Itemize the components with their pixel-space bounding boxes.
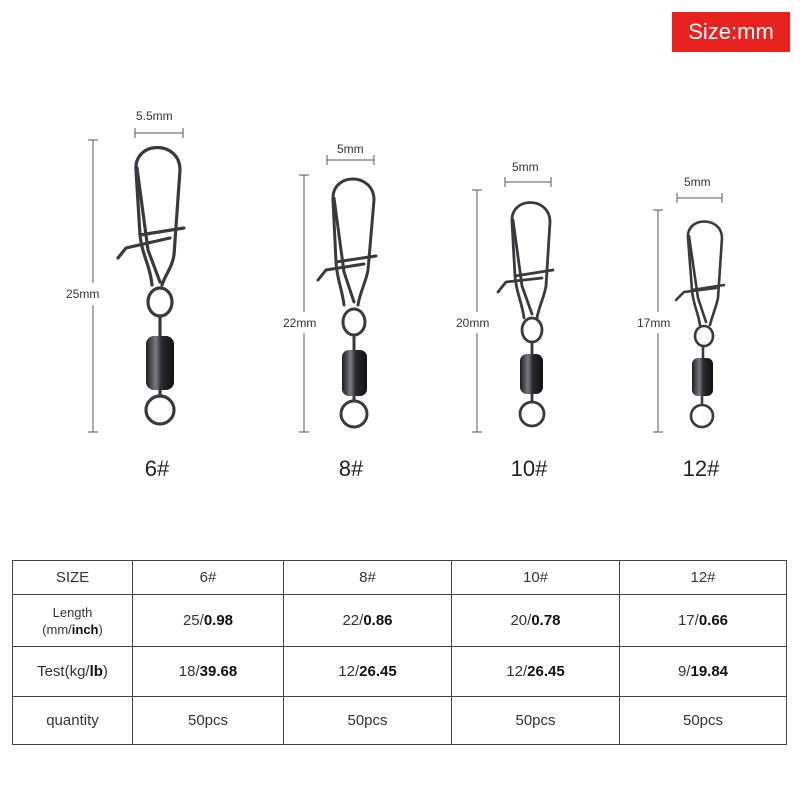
table-row [13, 561, 787, 595]
barrel-12 [692, 358, 713, 396]
quantity-cell: 50pcs [284, 697, 452, 745]
length-unit-mm: (mm/ [42, 621, 72, 637]
test-lb: 26.45 [359, 663, 397, 680]
width-label-12: 5mm [684, 175, 711, 189]
barrel-6 [146, 336, 174, 390]
size-cell: 6# [133, 561, 284, 595]
length-header-line2 [13, 621, 132, 638]
length-mm: 17/ [677, 612, 699, 629]
size-cell: 10# [452, 561, 620, 595]
test-lb: 39.68 [199, 663, 238, 680]
model-label-12: 12# [682, 456, 720, 481]
barrel-10 [520, 354, 543, 394]
length-unit-inch: inch [71, 621, 99, 637]
length-cell [133, 595, 284, 647]
width-label-10: 5mm [512, 160, 539, 174]
test-unit-kg: Test(kg/ [37, 663, 90, 680]
test-unit-lb: lb [89, 663, 103, 680]
test-kg: 12/ [506, 663, 528, 680]
length-mm: 25/ [182, 612, 204, 629]
size-cell: 8# [284, 561, 452, 595]
length-cell [284, 595, 452, 647]
quantity-cell: 50pcs [452, 697, 620, 745]
model-label-6: 6# [144, 456, 170, 481]
test-kg: 9/ [677, 663, 691, 680]
length-label-6: 25mm [66, 287, 100, 301]
length-label-12: 17mm [637, 316, 671, 330]
test-header [13, 647, 133, 697]
length-mm: 22/ [342, 612, 364, 629]
test-lb: 19.84 [690, 663, 729, 680]
length-inch: 0.66 [698, 612, 729, 629]
length-inch: 0.98 [203, 612, 234, 629]
size-header: SIZE [13, 561, 133, 595]
test-kg: 12/ [338, 663, 360, 680]
quantity-cell: 50pcs [620, 697, 787, 745]
test-cell [620, 647, 787, 697]
length-inch: 0.86 [363, 612, 393, 629]
test-cell [133, 647, 284, 697]
length-header-line1: Length [52, 604, 93, 620]
model-label-10: 10# [510, 456, 548, 481]
length-mm: 20/ [510, 612, 532, 629]
length-header [13, 595, 133, 647]
length-unit-close: ) [98, 621, 103, 637]
snap-swivel-12 [676, 222, 724, 428]
test-cell [452, 647, 620, 697]
spec-table [12, 560, 787, 745]
width-label-6: 5.5mm [136, 109, 173, 123]
model-label-8: 8# [338, 456, 364, 481]
size-cell: 12# [620, 561, 787, 595]
test-kg: 18/ [178, 663, 200, 680]
table-row [13, 595, 787, 647]
table-row [13, 647, 787, 697]
length-inch: 0.78 [531, 612, 561, 629]
test-cell [284, 647, 452, 697]
table-row [13, 697, 787, 745]
test-unit-close: ) [102, 663, 108, 680]
length-cell [620, 595, 787, 647]
length-label-8: 22mm [283, 316, 317, 330]
test-lb: 26.45 [527, 663, 565, 680]
length-cell [452, 595, 620, 647]
quantity-cell: 50pcs [133, 697, 284, 745]
quantity-header: quantity [13, 697, 133, 745]
width-label-8: 5mm [337, 142, 364, 156]
length-label-10: 20mm [456, 316, 490, 330]
barrel-8 [342, 350, 367, 396]
dimension-lines-12 [653, 193, 722, 432]
size-unit-badge: Size:mm [672, 12, 790, 52]
